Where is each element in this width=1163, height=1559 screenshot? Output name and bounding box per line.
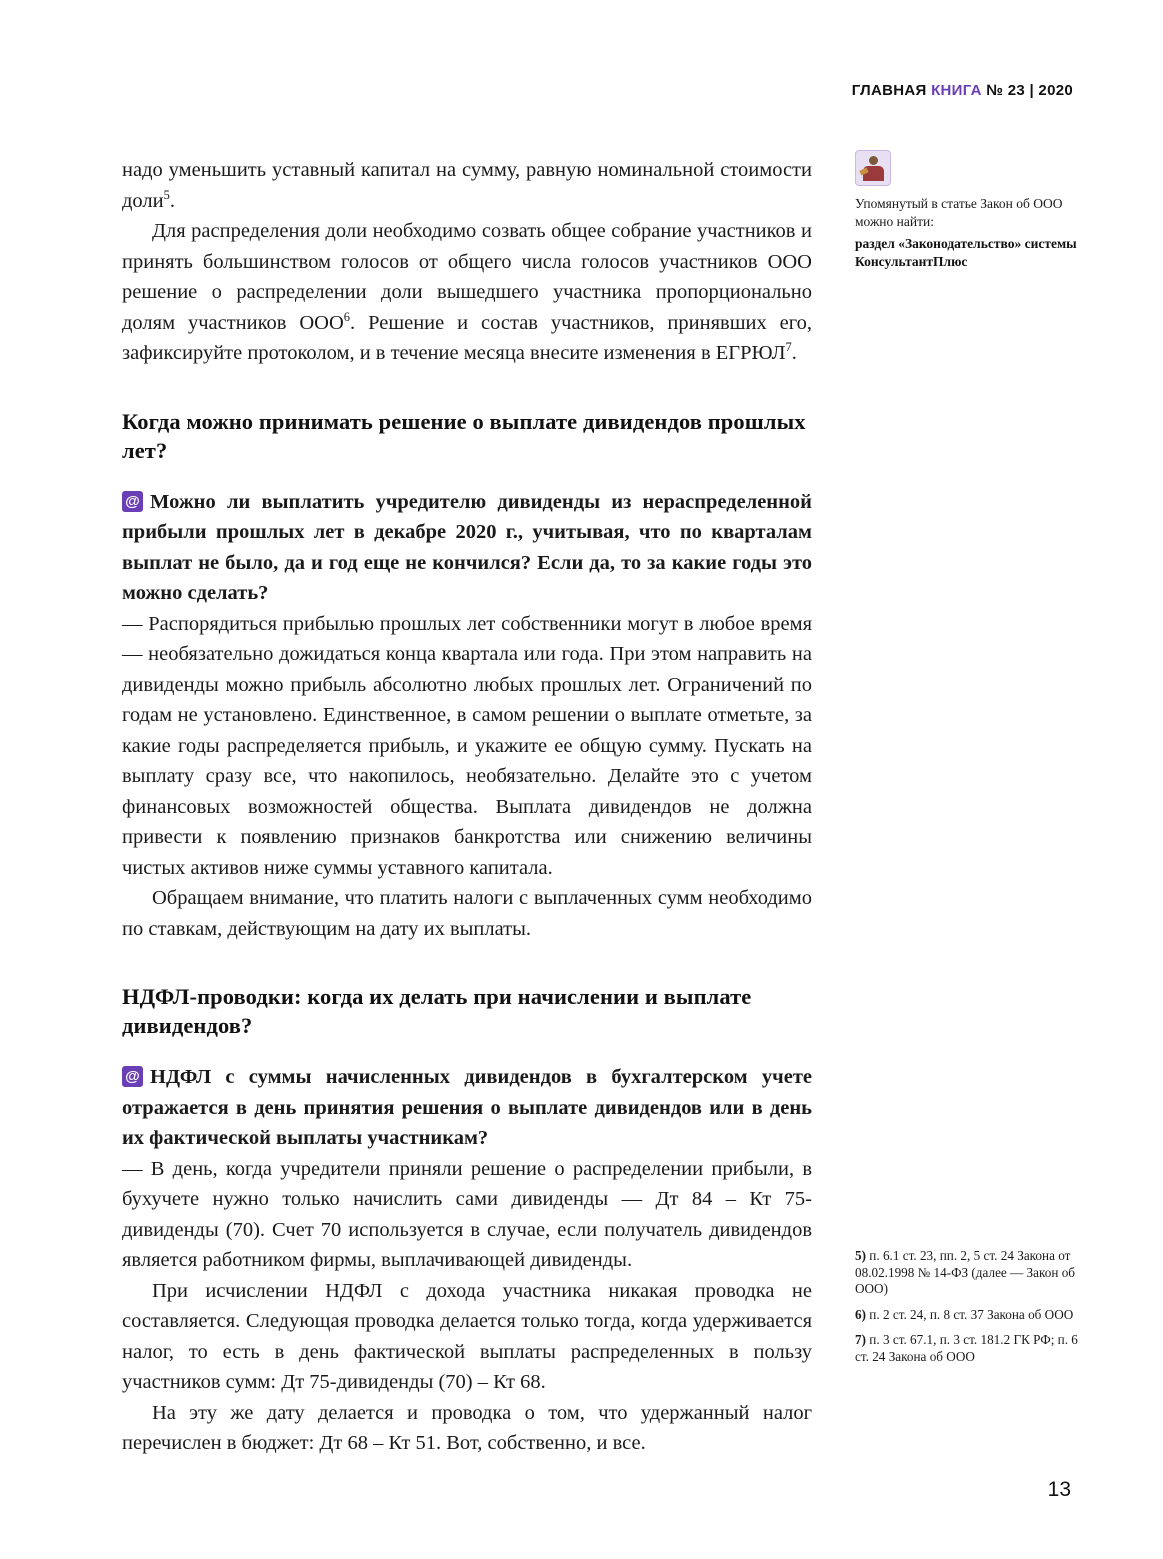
paragraph-2-part3: . [791, 342, 797, 364]
footnote-7-marker: 7) [855, 1332, 866, 1348]
question-2-text: НДФЛ с суммы начисленных дивидендов в бухгалтерском учете отражается в день принятия решения о выплате дивидендов или в день их фактической выплаты участникам? [122, 1066, 812, 1149]
section-heading-ndfl-postings: НДФЛ-проводки: когда их делать при начислении и выплате дивидендов? [122, 984, 752, 1038]
paragraph-2-part1: Для распределения доли необходимо созвать общее собрание участников и принять большинством голосов от общего числа голосов участников ООО решение о распределении доли вышедшего участника пропорционально долям участников ООО [122, 220, 812, 334]
at-badge-icon: @ [122, 1066, 143, 1087]
sidebar-note-link[interactable]: раздел «Законодательство» системы КонсультантПлюс [855, 236, 1077, 269]
main-text-column [122, 155, 812, 1459]
paragraph-1-tail: . [169, 189, 175, 212]
sidebar-note-text: Упомянутый в статье Закон об ООО можно найти: [855, 196, 1063, 229]
qa-block-2 [122, 1062, 812, 1459]
paragraph-1-text: надо уменьшить уставный капитал на сумму, равную номинальной стоимости доли [122, 159, 812, 212]
section-heading-dividends-past-years: Когда можно принимать решение о выплате дивидендов прошлых лет? [122, 408, 806, 463]
footnote-6-marker: 6) [855, 1306, 866, 1322]
footnotes-list [855, 1248, 1080, 1375]
page-header [852, 82, 1073, 99]
footnote-5-marker: 5) [855, 1248, 866, 1263]
question-1-text: Можно ли выплатить учредителю дивиденды из нераспределенной прибыли прошлых лет в декабре 2020 г., учитывая, что по кварталам выплат не было, да и год еще не кончился? Если да, то за какие годы это можно сделать? [122, 490, 812, 604]
footnote-7 [855, 1332, 1080, 1365]
question-1 [122, 487, 812, 609]
answer-1-para-2: Обращаем внимание, что платить налоги с выплаченных сумм необходимо по ставкам, действующим на дату их выплаты. [122, 887, 812, 940]
paragraph-1 [122, 155, 812, 216]
header-brand-accent: КНИГА [931, 82, 982, 99]
footnote-ref-6: 6 [343, 309, 351, 324]
sidebar-note [855, 150, 1080, 270]
header-brand-main: ГЛАВНАЯ [851, 82, 927, 99]
footnote-5 [855, 1248, 1080, 1298]
answer-1-para-1: — Распорядиться прибылью прошлых лет собственники могут в любое время — необязательно дожидаться конца квартала или года. При этом направить на дивиденды можно прибыль абсолютно любых прошлых лет. Ограничений по годам не установлено. Единственное, в самом решении о выплате отметьте, за какие годы распределяется прибыль, и укажите ее общую сумму. Пускать на выплату сразу все, что накопилось, необязательно. Делайте это с учетом финансовых возможностей общества. Выплата дивидендов не должна привести к появлению признаков банкротства или снижению величины чистых активов ниже суммы уставного капитала. [122, 612, 812, 879]
paragraph-2 [122, 216, 812, 369]
footnote-5-text: п. 6.1 ст. 23, пп. 2, 5 ст. 24 Закона от 08.02.1998 № 14-ФЗ (далее — Закон об ООО) [855, 1248, 1076, 1297]
answer-2-para-1: — В день, когда учредители приняли решение о распределении прибыли, в бухучете нужно только начислить сами дивиденды — Дт 84 – Кт 75-дивиденды (70). Счет 70 используется в случае, если получатель дивидендов является работником фирмы, выплачивающей дивиденды. [122, 1157, 812, 1271]
question-2 [122, 1062, 812, 1154]
at-badge-icon: @ [122, 491, 143, 512]
footnote-6 [855, 1307, 1080, 1324]
answer-2-para-3: На эту же дату делается и проводка о том, что удержанный налог перечислен в бюджет: Дт 68 – Кт 51. Вот, собственно, и все. [122, 1401, 812, 1454]
reader-icon [855, 150, 891, 186]
footnote-7-text: п. 3 ст. 67.1, п. 3 ст. 181.2 ГК РФ; п. 6 ст. 24 Закона об ООО [855, 1332, 1078, 1364]
qa-block-1 [122, 487, 812, 945]
footnote-ref-5: 5 [163, 187, 170, 202]
answer-2-para-2: При исчислении НДФЛ с дохода участника никакая проводка не составляется. Следующая проводка делается только тогда, когда удерживается налог, то есть в день фактической выплаты распределенных в пользу участников сумм: Дт 75-дивиденды (70) – Кт 68. [122, 1279, 812, 1393]
page-number: 13 [1047, 1478, 1071, 1501]
paragraph-2-part2: . Решение и состав участников, принявших его, зафиксируйте протоколом, и в течение месяца внесите изменения в ЕГРЮЛ [122, 311, 812, 364]
footnote-ref-7: 7 [785, 340, 792, 355]
header-issue: № 23 | 2020 [986, 82, 1073, 99]
footnote-6-text: п. 2 ст. 24, п. 8 ст. 37 Закона об ООО [866, 1306, 1074, 1322]
